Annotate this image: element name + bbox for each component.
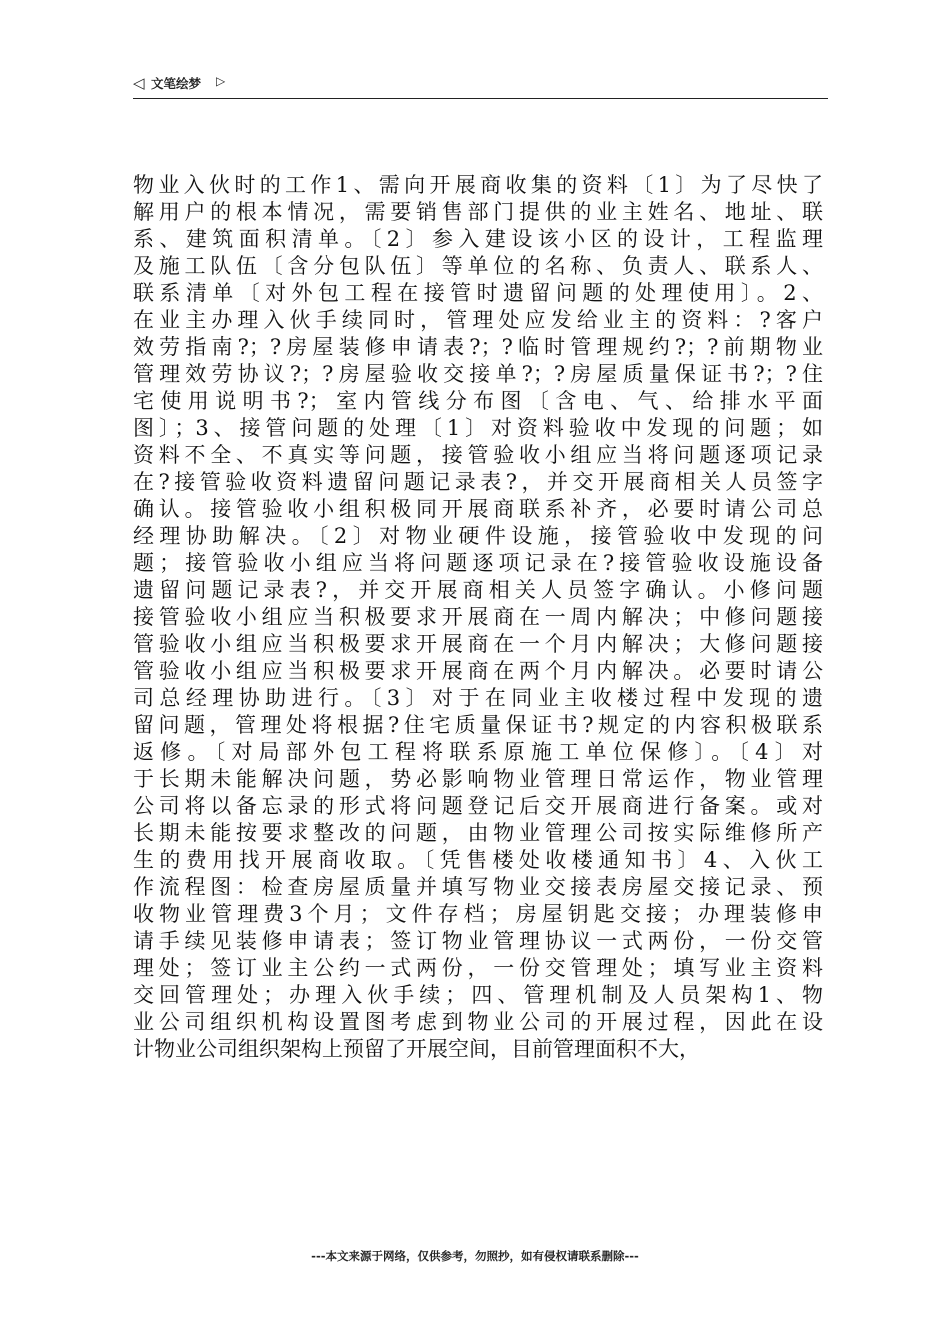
page-header bbox=[133, 70, 828, 99]
body-line: 宅使用说明书?；室内管线分布图〔含电、气、给排水平面 bbox=[133, 389, 823, 413]
body-line: 管验收小组应当积极要求开展商在一个月内解决；大修问题接 bbox=[133, 632, 823, 656]
body-line: 于长期未能解决问题，势必影响物业管理日常运作，物业管理 bbox=[133, 767, 823, 791]
body-line: 物业入伙时的工作1、需向开展商收集的资料〔1〕为了尽快了 bbox=[133, 173, 823, 197]
body-line: 公司将以备忘录的形式将问题登记后交开展商进行备案。或对 bbox=[133, 794, 823, 818]
body-line: 在?接管验收资料遗留问题记录表?，并交开展商相关人员签字 bbox=[133, 470, 823, 494]
body-line: 确认。接管验收小组积极同开展商联系补齐，必要时请公司总 bbox=[133, 497, 823, 521]
body-line: 作流程图：检查房屋质量并填写物业交接表房屋交接记录、预 bbox=[133, 875, 823, 899]
body-line: 请手续见装修申请表；签订物业管理协议一式两份，一份交管 bbox=[133, 929, 823, 953]
body-line: 接管验收小组应当积极要求开展商在一周内解决；中修问题接 bbox=[133, 605, 823, 629]
right-triangle-icon: ▷ bbox=[216, 74, 226, 88]
body-line: 返修。〔对局部外包工程将联系原施工单位保修〕。〔4〕对 bbox=[133, 740, 823, 764]
body-line: 联系清单〔对外包工程在接管时遗留问题的处理使用〕。2、 bbox=[133, 281, 823, 305]
body-line: 理处；签订业主公约一式两份，一份交管理处；填写业主资料 bbox=[133, 956, 823, 980]
body-line: 图〕；3、接管问题的处理〔1〕对资料验收中发现的问题；如 bbox=[133, 416, 823, 440]
body-line: 长期未能按要求整改的问题，由物业管理公司按实际维修所产 bbox=[133, 821, 823, 845]
body-line: 系、建筑面积清单。〔2〕参入建设该小区的设计，工程监理 bbox=[133, 227, 823, 251]
body-line: 资料不全、不真实等问题，接管验收小组应当将问题逐项记录 bbox=[133, 443, 823, 467]
body-line: 管验收小组应当积极要求开展商在两个月内解决。必要时请公 bbox=[133, 659, 823, 683]
body-line: 题；接管验收小组应当将问题逐项记录在?接管验收设施设备 bbox=[133, 551, 823, 575]
body-line: 及施工队伍〔含分包队伍〕等单位的名称、负责人、联系人、 bbox=[133, 254, 823, 278]
body-line: 遗留问题记录表?，并交开展商相关人员签字确认。小修问题 bbox=[133, 578, 823, 602]
body-line: 留问题，管理处将根据?住宅质量保证书?规定的内容积极联系 bbox=[133, 713, 823, 737]
body-line: 经理协助解决。〔2〕对物业硬件设施，接管验收中发现的问 bbox=[133, 524, 823, 548]
body-line: 解用户的根本情况，需要销售部门提供的业主姓名、地址、联 bbox=[133, 200, 823, 224]
body-line: 司总经理协助进行。〔3〕对于在同业主收楼过程中发现的遗 bbox=[133, 686, 823, 710]
header-title: 文笔绘梦 bbox=[151, 76, 202, 91]
body-line: 管理效劳协议?；?房屋验收交接单?；?房屋质量保证书?；?住 bbox=[133, 362, 823, 386]
body-line: 收物业管理费3个月；文件存档；房屋钥匙交接；办理装修申 bbox=[133, 902, 823, 926]
page-footer: ---本文来源于网络，仅供参考，勿照抄，如有侵权请联系删除--- bbox=[311, 1249, 639, 1263]
body-line: 业公司组织机构设置图考虑到物业公司的开展过程，因此在设 bbox=[133, 1010, 823, 1034]
body-line: 在业主办理入伙手续同时，管理处应发给业主的资料：?客户 bbox=[133, 308, 823, 332]
body-line: 效劳指南?；?房屋装修申请表?；?临时管理规约?；?前期物业 bbox=[133, 335, 823, 359]
left-triangle-icon: ◁ bbox=[133, 74, 145, 92]
body-line: 计物业公司组织架构上预留了开展空间，目前管理面积不大， bbox=[133, 1037, 700, 1061]
document-body bbox=[133, 172, 823, 1063]
body-line: 交回管理处；办理入伙手续；四、管理机制及人员架构1、物 bbox=[133, 983, 823, 1007]
body-line: 生的费用找开展商收取。〔凭售楼处收楼通知书〕4、入伙工 bbox=[133, 848, 823, 872]
